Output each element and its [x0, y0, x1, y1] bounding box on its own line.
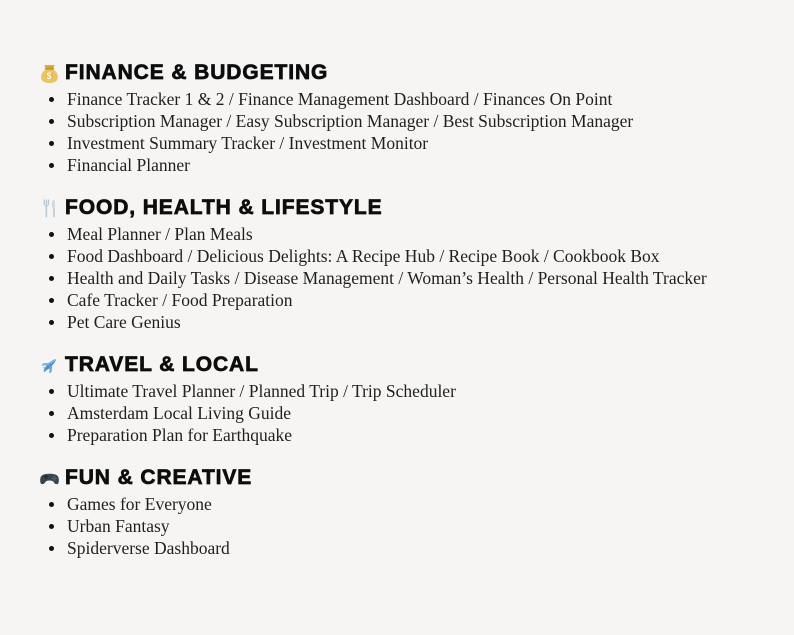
game-controller-icon: [38, 467, 60, 489]
section-heading: [38, 62, 774, 84]
list-item: Food Dashboard / Delicious Delights: A Recipe Hub / Recipe Book / Cookbook Box: [38, 245, 774, 267]
section-finance-budgeting: [38, 62, 774, 176]
section-title: FOOD, HEALTH & LIFESTYLE: [65, 196, 383, 219]
list-item: Urban Fantasy: [38, 515, 774, 537]
section-heading: [38, 467, 774, 489]
section-item-list: [38, 88, 774, 176]
list-item: Financial Planner: [38, 154, 774, 176]
section-item-list: [38, 380, 774, 446]
list-item: Investment Summary Tracker / Investment Monitor: [38, 132, 774, 154]
section-item-list: [38, 493, 774, 559]
list-item: Finance Tracker 1 & 2 / Finance Management Dashboard / Finances On Point: [38, 88, 774, 110]
svg-text:$: $: [46, 70, 52, 81]
section-travel-local: [38, 354, 774, 446]
section-fun-creative: [38, 467, 774, 559]
section-heading: [38, 354, 774, 376]
list-item: Preparation Plan for Earthquake: [38, 424, 774, 446]
money-bag-icon: [38, 62, 60, 84]
section-title: TRAVEL & LOCAL: [65, 353, 259, 376]
section-heading: [38, 197, 774, 219]
airplane-icon: [38, 354, 60, 376]
list-item: Ultimate Travel Planner / Planned Trip / Trip Scheduler: [38, 380, 774, 402]
list-item: Subscription Manager / Easy Subscription Manager / Best Subscription Manager: [38, 110, 774, 132]
list-item: Meal Planner / Plan Meals: [38, 223, 774, 245]
section-item-list: [38, 223, 774, 333]
list-item: Amsterdam Local Living Guide: [38, 402, 774, 424]
list-item: Spiderverse Dashboard: [38, 537, 774, 559]
section-title: FINANCE & BUDGETING: [65, 61, 329, 84]
section-food-health-lifestyle: [38, 197, 774, 333]
list-item: Pet Care Genius: [38, 311, 774, 333]
section-title: FUN & CREATIVE: [65, 466, 253, 489]
list-item: Games for Everyone: [38, 493, 774, 515]
list-item: Cafe Tracker / Food Preparation: [38, 289, 774, 311]
fork-knife-icon: [38, 197, 60, 219]
list-item: Health and Daily Tasks / Disease Management / Woman’s Health / Personal Health Tracker: [38, 267, 774, 289]
